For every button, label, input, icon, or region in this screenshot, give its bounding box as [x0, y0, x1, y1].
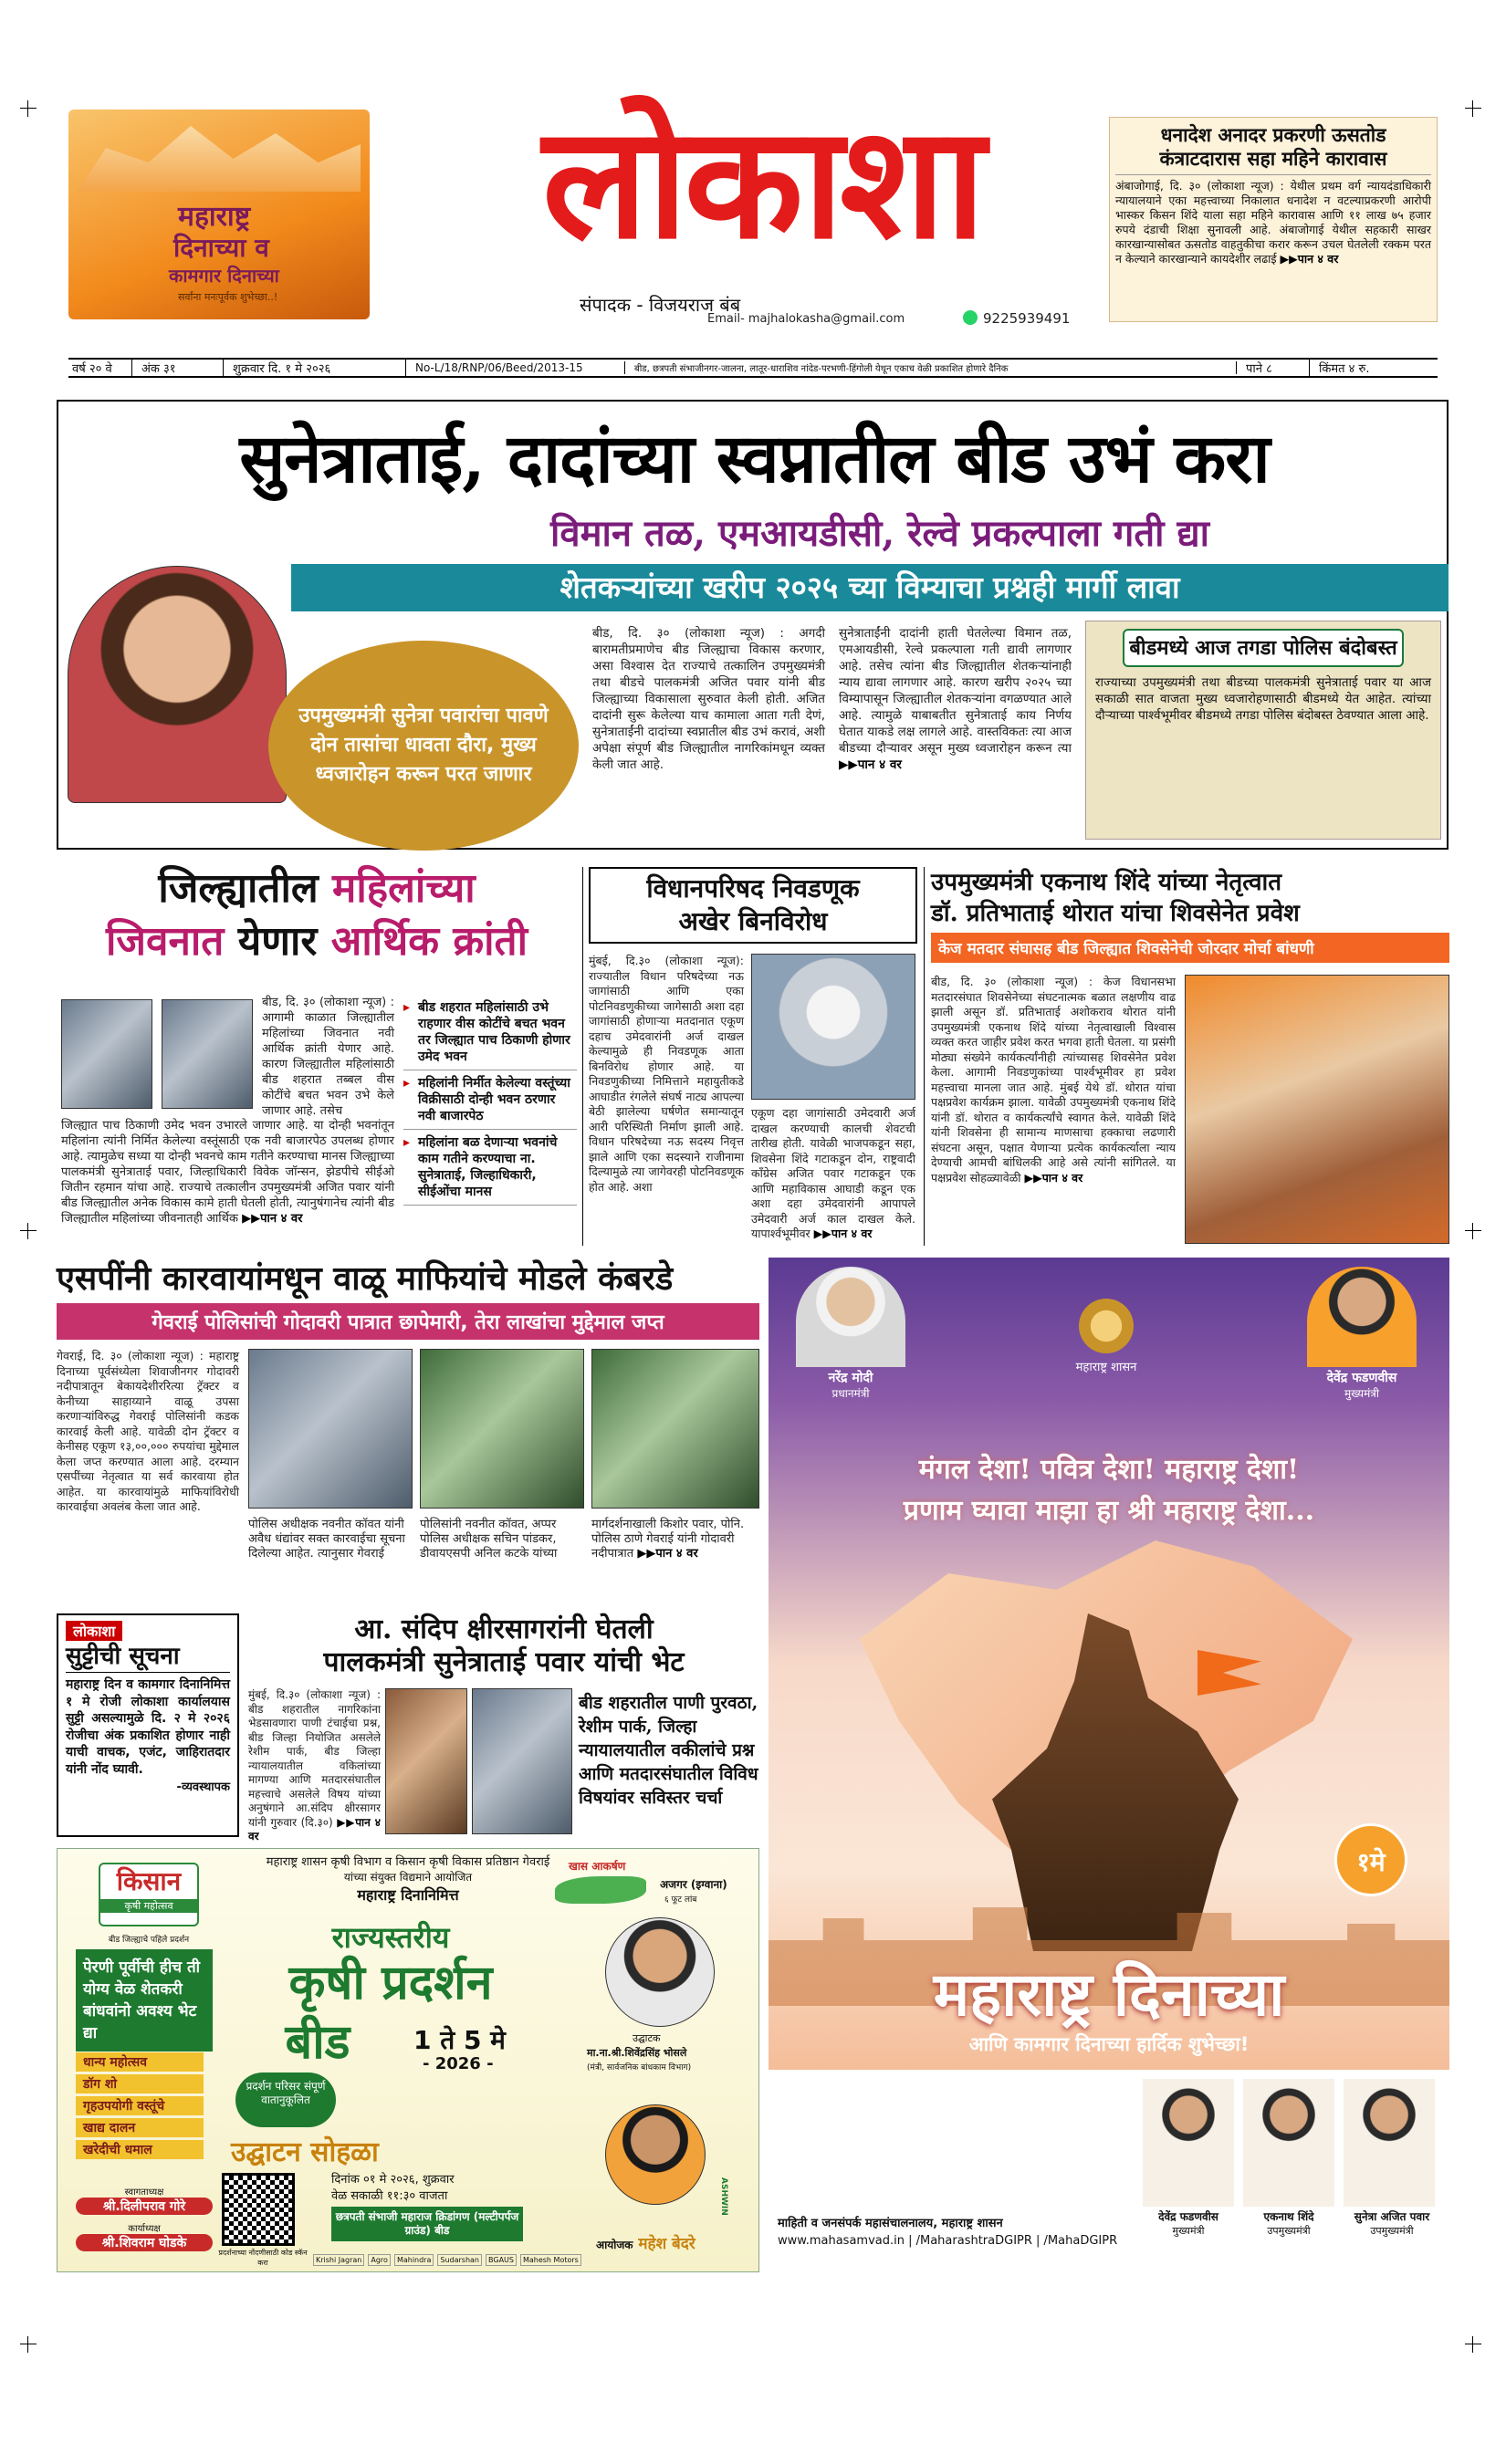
date-badge: १मे [1334, 1823, 1407, 1896]
expo-title-3: बीड [285, 2014, 350, 2070]
bottom-leader-name: देवेंद्र फडणवीस [1158, 2210, 1218, 2223]
council-headline-1: विधानपरिषद निवडणूक [646, 873, 860, 903]
ear-headline-2: कंत्राटदारास सहा महिने कारावास [1115, 147, 1431, 175]
lead-callout [268, 641, 579, 851]
lead-column-1: बीड, दि. ३० (लोकाशा न्यूज) : अगदी बारामतीप्रमाणेच बीड जिल्ह्याचा विकास करणार, असा विश्वास देत राज्याचे तत्कालिन उपमुख्यमंत्री तथा बीडचे पालकमंत्री अजित पवार यांनी बीड जिल्ह्याच्या विकासाला सुरुवात केली होती. अजित दादांनी सुरू केलेल्या याच कामाला आता गती देणं, सुनेत्राताईंनी दादांच्या स्वप्नातील बीड उभं करावं, अशी अपेक्षा संपूर्ण बीड जिल्ह्यातील नागरिकांमधून व्यक्त केली जात आहे. [592, 626, 825, 772]
fadnavis-portrait [1307, 1267, 1417, 1367]
caption-1: पोलिस अधीक्षक नवनीत कॉवत यांनी अवैध धंद्यांवर सक्त कारवाईचा सूचना दिलेल्या आहेत. त्यानुसार गेवराई [248, 1518, 405, 1561]
info-bar [68, 358, 1438, 378]
sand-banner: गेवराई पोलिसांची गोदावरी पात्रात छापेमारी, तेरा लाखांचा मुद्देमाल जप्त [57, 1303, 759, 1340]
continued-link[interactable]: ▶▶पान ४ वर [242, 1212, 303, 1226]
meeting-story [248, 1613, 759, 1843]
fort-illustration [78, 119, 361, 192]
qr-label: प्रदर्शनाच्या नोंदणीसाठी कोड स्कॅन करा [218, 2249, 308, 2267]
person-2-name: श्री.शिवराम घोडके [76, 2234, 213, 2251]
footer-dept: माहिती व जनसंपर्क महासंचालनालय, महाराष्ट्र शासन [778, 2217, 1003, 2230]
pet-name: अजगर (इग्वाना) [660, 1878, 727, 1891]
crop-mark [1465, 1223, 1481, 1239]
shinde-banner: केज मतदार संघासह बीड जिल्ह्यात शिवसेनेची जोरदार मोर्चा बांधणी [931, 933, 1449, 963]
seized-vehicles-photo-2 [591, 1349, 759, 1509]
official-photo-1 [61, 999, 152, 1109]
bottom-leader-1 [1134, 2208, 1243, 2238]
expo-ad [57, 1848, 759, 2272]
person-1-name: श्री.दिलीपराव गोरे [76, 2198, 213, 2215]
govt-name: महाराष्ट्र शासन [1075, 1361, 1137, 1374]
sponsor-logo: Sudarshan [437, 2254, 482, 2266]
leader-2-title: मुख्यमंत्री [1344, 1387, 1380, 1400]
ear-body: अंबाजोगाई, दि. ३० (लोकाशा न्यूज) : येथील प्रथम वर्ग न्यायदंडाधिकारी न्यायालयाने एका महत्त्वाच्या निकालात धनादेश न वटल्याप्रकरणी आरोपी भास्कर किसन शिंदे याला सहा महिने कारावास आणि ११ लाख ७५ हजार रुपये दंडाची शिक्षा सुनावली आहे. अंबाजोगाई येथील सहकारी साखर कारखान्यासोबत ऊसतोड वाहतुकीचा करार करून उचल घेतलेली रक्कम परत न केल्याने कारखान्याने कायदेशीर लढाई ▶▶पान ४ वर [1115, 179, 1431, 266]
badge-line-3: कामगार दिनाच्या [169, 265, 279, 287]
induction-photo [1185, 975, 1449, 1244]
phone-icon [963, 310, 978, 325]
meeting-headline-1: आ. संदिप क्षीरसागरांनी घेतली [354, 1613, 654, 1645]
crop-mark [1465, 2336, 1481, 2353]
ear-story [1109, 117, 1438, 322]
shinde-story [931, 867, 1449, 1250]
person-2-label: कार्याध्यक्ष [128, 2224, 161, 2234]
continued-link[interactable]: ▶▶पान ४ वर [1280, 252, 1339, 266]
leader-photo [1344, 2079, 1435, 2207]
modi-portrait [796, 1267, 905, 1367]
continued-link[interactable]: ▶▶पान ४ वर [1024, 1170, 1083, 1185]
continued-link[interactable]: ▶▶पान ४ वर [248, 1815, 381, 1843]
guest-title: (मंत्री, सार्वजनिक बांधकाम विभाग) [587, 2063, 692, 2072]
shinde-headline-2: डॉ. प्रतिभाताई थोरात यांचा शिवसेनेत प्रवेश [931, 900, 1300, 927]
brand-sub: कृषी महोत्सव [100, 1899, 197, 1913]
caption-3: मार्गदर्शनाखाली किशोर पवार, पोनि. पोलिस ठाणे गेवराई यांनी गोदावरी नदीपात्रात ▶▶पान ४ वर [591, 1518, 745, 1561]
continued-link[interactable]: ▶▶पान ४ वर [637, 1547, 698, 1561]
council-headline-box [589, 867, 917, 944]
guest-portrait [605, 1917, 715, 2027]
qr-code[interactable] [222, 2173, 295, 2246]
expo-dates: 1 ते 5 मे [413, 2025, 506, 2055]
issue: अंक ३१ [132, 360, 224, 376]
caption-2: पोलिसांनी नवनीत कॉवत, अप्पर पोलिस अधीक्षक सचिन पांडकर, डीवायएसपी अनिल कटके यांच्या [420, 1518, 558, 1561]
brand: किसान [116, 1866, 182, 1896]
expo-left-panel: पेरणी पूर्वीची हीच ती योग्य वेळ शेतकरी बांधवांनो अवश्य भेट द्या [76, 1949, 213, 2052]
bottom-leader-name: सुनेत्रा अजित पवार [1354, 2210, 1430, 2223]
lead-headline: सुनेत्राताई, दादांच्या स्वप्नातील बीड उभं करा [239, 420, 1270, 498]
crop-mark [20, 1223, 37, 1239]
meeting-highlight: बीड शहरातील पाणी पुरवठा, रेशीम पार्क, जिल्हा न्यायालयातील वकीलांचे प्रश्न आणि मतदारसंघातील विविध विषयांवर सविस्तर चर्चा [579, 1693, 758, 1808]
crop-mark [1465, 100, 1481, 117]
highlight-item: ▸ महिलांनी निर्मीत केलेल्या वस्तूंच्या विक्रीसाठी दोन्ही भवन ठरणार नवी बाजारपेठ [403, 1070, 577, 1130]
expo-title-1: राज्यस्तरीय [331, 1920, 450, 1955]
meeting-headline-2: पालकमंत्री सुनेत्राताई पवार यांची भेट [323, 1646, 685, 1678]
shinde-headline-1: उपमुख्यमंत्री एकनाथ शिंदे यांच्या नेतृत्वात [931, 869, 1282, 896]
notice-sign: -व्यवस्थापक [176, 1780, 230, 1794]
expo-item: धान्य महोत्सव [76, 2052, 204, 2072]
highlight-item: ▸ बीड शहरात महिलांसाठी उभे राहणार वीस कोटींचे बचत भवन तर जिल्ह्यात पाच ठिकाणी होणार उमेद भवन [403, 995, 577, 1070]
police-sidebar [1085, 621, 1441, 840]
person-1 [76, 2185, 213, 2215]
organizer-name: महेश बेदरे [638, 2235, 695, 2253]
bottom-leader-title: उपमुख्यमंत्री [1267, 2225, 1311, 2237]
lead-story [57, 400, 1448, 850]
women-story [57, 862, 577, 1255]
expo-top-1: महाराष्ट्र शासन कृषी विभाग व किसान कृषी विकास प्रतिष्ठान गेवराई [266, 1855, 550, 1869]
expo-top-3: महाराष्ट्र दिनानिमित्त [357, 1886, 459, 1904]
expo-top-2: यांच्या संयुक्त विद्यमाने आयोजित [343, 1871, 473, 1884]
ear-headline-1: धनादेश अनादर प्रकरणी ऊसतोड [1160, 123, 1386, 146]
sponsor-strip [313, 2250, 596, 2269]
council-headline-2: अखेर बिनविरोध [678, 906, 828, 936]
expo-items [76, 2050, 204, 2162]
bottom-leader-name: एकनाथ शिंदे [1263, 2210, 1314, 2223]
continued-link[interactable]: ▶▶पान ४ वर [839, 757, 902, 772]
women-headline-1: जिल्ह्यातील महिलांच्या [158, 865, 476, 912]
organizer-label: आयोजक [596, 2239, 633, 2251]
women-body-top: बीड, दि. ३० (लोकाशा न्यूज) : आगामी काळात जिल्ह्यातील महिलांच्या जिवनात नवी आर्थिक क्रांती येणार आहे. कारण जिल्ह्यातील महिलांसाठी बीड शहरात तब्बल वीस कोटींचे बचत भवन उभे केले जाणार आहे. तसेच [262, 996, 394, 1118]
lead-banner: शेतकऱ्यांच्या खरीप २०२५ च्या विम्याचा प्रश्नही मार्गी लावा [291, 564, 1448, 611]
highlight-item: ▸ महिलांना बळ देणाऱ्या भवनांचे काम गतीने करण्याचा ना. सुनेत्राताई, जिल्हाधिकारी, सीईओंचा मानस [403, 1130, 577, 1206]
sp-portrait [248, 1349, 413, 1509]
volume: वर्ष २० वे [68, 360, 132, 376]
police-headline: बीडमध्ये आज तगडा पोलिस बंदोबस्त [1123, 629, 1404, 667]
sponsor-logo: Mahesh Motors [520, 2254, 581, 2266]
email[interactable]: Email- majhalokasha@gmail.com [707, 312, 905, 326]
official-photo-2 [162, 999, 253, 1109]
person-1-label: स्वागताध्यक्ष [124, 2187, 164, 2198]
expo-item: खाद्य दालन [76, 2118, 204, 2137]
council-column-2: एकूण दहा जागांसाठी उमेदवारी अर्ज दाखल करण्याची कालची शेवटची तारीख होती. यावेळी भाजपकडून सहा, शिवसेना शिंदे गटाकडून दोन, राष्ट्रवादी काँग्रेस अजित पवार गटाकडून एक आणि महाविकास आघाडी कडून एक अशा दहा उमेदवारांनी आपापले उमेदवारी अर्ज काल दाखल केले. यापार्श्वभूमीवर ▶▶पान ४ वर [751, 1106, 915, 1240]
seized-vehicles-photo-1 [420, 1349, 584, 1509]
bottom-leader-title: मुख्यमंत्री [1172, 2225, 1205, 2237]
women-highlights [403, 995, 577, 1206]
ceremony-title: उद्घाटन सोहळा [231, 2136, 379, 2168]
editor-line: संपादक - विजयराज बंब [580, 294, 741, 316]
sponsor-logo: ASHWIN [719, 2177, 728, 2216]
sponsor-logo: Agro [368, 2254, 391, 2266]
column-rule [924, 867, 925, 1246]
organizer [596, 2232, 695, 2253]
lead-subhead: विमान तळ, एमआयडीसी, रेल्वे प्रकल्पाला गती द्या [549, 512, 1210, 555]
expo-year: - 2026 - [423, 2054, 494, 2073]
crop-mark [20, 2336, 37, 2353]
badge-line-2: दिनाच्या व [173, 233, 269, 263]
masthead [68, 91, 1438, 338]
organizer-portrait [605, 2104, 706, 2205]
pages: पाने ८ [1237, 360, 1310, 376]
sand-story [57, 1258, 759, 1604]
continued-link[interactable]: ▶▶पान ४ वर [813, 1227, 873, 1240]
badge-line-4: सर्वांना मनःपूर्वक शुभेच्छा..! [178, 291, 278, 303]
leader-photo [1243, 2079, 1334, 2207]
ceremony-time: वेळ सकाळी ११:३० वाजता [331, 2189, 448, 2203]
iguana-icon [555, 1876, 646, 1904]
notice-title: सुट्टीची सूचना [66, 1641, 230, 1673]
leader-1-name: नरेंद्र मोदी [828, 1371, 873, 1385]
sunetra-pawar-portrait [68, 566, 287, 803]
leader-1-title: प्रधानमंत्री [831, 1387, 870, 1400]
footer-links[interactable]: www.mahasamvad.in | /MaharashtraDGIPR | /MahaDGIPR [778, 2234, 1118, 2248]
crop-mark [20, 100, 37, 117]
venue: छत्रपती संभाजी महाराज क्रिडांगण (मल्टीपर्पज ग्राउंड) बीड [331, 2207, 523, 2241]
phone[interactable]: 9225939491 [983, 310, 1071, 327]
expo-title-2: कृषी प्रदर्शन [288, 1955, 493, 2010]
districts: बीड, छत्रपती संभाजीनगर-जालना, लातूर-धाराशिव नांदेड-परभणी-हिंगोली येथून एकाच वेळी प्रकाशित होणारे दैनिक [625, 361, 1237, 374]
greeting-sub: आणि कामगार दिनाच्या हार्दिक शुभेच्छा! [968, 2033, 1250, 2055]
women-headline-2: जिवनात येणार आर्थिक क्रांती [105, 918, 528, 965]
leader-2-name: देवेंद्र फडणवीस [1326, 1371, 1397, 1385]
holiday-notice [57, 1613, 239, 1837]
council-column-1: मुंबई, दि.३० (लोकाशा न्यूज): राज्यातील विधान परिषदेच्या नऊ जागांसाठी आणि एका पोटनिवडणुकीच्या जागेसाठी अशा दहा जागांसाठी होणाऱ्या मतदानात एकूण दहाच उमेदवारांनी अर्ज दाखल केल्यामुळे ही निवडणूक आता बिनविरोध होणार आहे. या निवडणुकीच्या निमित्ताने महायुतीकडे आघाडीत रंगलेले संघर्ष नाट्य आपल्या बेठी झालेल्या घर्षणेत समान्यातून आरी परिस्थिती निर्माण झाली आहे. विधान परिषदेच्या नऊ सदस्य निवृत्त झाले आणि एका सदस्याने राजीनामा दिल्यामुळे त्या जागेवरही पोटनिवडणूक होत आहे. अशा [589, 954, 744, 1194]
notice-tag: लोकाशा [66, 1621, 122, 1641]
bottom-leader-3 [1334, 2208, 1449, 2238]
expo-ac-badge: प्रदर्शन परिसर संपूर्ण वातानुकूलित [235, 2072, 336, 2127]
govt-ad [769, 1258, 1449, 2272]
emblem-icon [1079, 1299, 1134, 1353]
badge-line-1: महाराष्ट्र [178, 201, 251, 233]
council-story [589, 867, 917, 1246]
maharashtra-day-badge [68, 110, 370, 319]
column-rule [582, 867, 583, 1246]
poem-line-1: मंगल देशा! पवित्र देशा! महाराष्ट्र देशा! [918, 1454, 1300, 1486]
notice-body: महाराष्ट्र दिन व कामगार दिनानिमित्त १ मे रोजी लोकाशा कार्यालयास सुट्टी असल्यामुळे दि. २ मे २०२६ रोजीचा अंक प्रकाशित होणार नाही याची वाचक, एजंट, जाहिरातदार यांनी नोंद घ्यावी. [66, 1677, 230, 1777]
sponsor-logo: Mahindra [394, 2254, 434, 2266]
meeting-body: मुंबई, दि.३० (लोकाशा न्यूज) : बीड शहरातील नागरिकांना भेडसावणारा पाणी टंचाईचा प्रश्न, बीड जिल्हा नियोजित असलेले रेशीम पार्क, बीड जिल्हा न्यायालयातील वकिलांच्या मागण्या आणि मतदारसंघातील महत्त्वाचे असलेले विषय यांच्या अनुषंगाने आ.संदिप क्षीरसागर यांनी गुरुवार (दि.३०) ▶▶पान ४ वर [248, 1688, 381, 1843]
guest-role: उद्घाटक [633, 2032, 661, 2044]
poem-line-2: प्रणाम घ्यावा माझा हा श्री महाराष्ट्र देशा... [903, 1495, 1315, 1527]
price: किंमत ४ रु. [1319, 362, 1370, 376]
sand-body: गेवराई, दि. ३० (लोकाशा न्यूज) : महाराष्ट्र दिनाच्या पूर्वसंध्येला शिवाजीनगर गोदावरी नदीपात्रातून बेकायदेशीररित्या ट्रॅक्टर व केनीच्या साहाय्याने वाळू उपसा करणाऱ्यांविरुद्ध गेवराई पोलिसांनी कडक कारवाई केली आहे. यावेळी दोन ट्रॅक्टर व केनीसह एकूण १३,००,००० रुपयांचा मुद्देमाल केला जप्त करण्यात आला आहे. दरम्यान एसपींच्या नेतृत्वात या सर्व कारवाया होत आहेत. या कारवायांमुळे माफियांविरोधी कारवाईचा अवलंब केला जात आहे. [57, 1349, 239, 1513]
police-body: राज्याच्या उपमुख्यमंत्री तथा बीडच्या पालकमंत्री सुनेत्राताई पवार या आज सकाळी सात वाजता मुख्य ध्वजारोहणासाठी बीडमध्ये येत आहेत. त्यांच्या दौऱ्याच्या पार्श्वभूमीवर बीडमध्ये तगडा पोलिस बंदोबस्त ठेवण्यात आला आहे. [1095, 675, 1431, 723]
ceremony-date: दिनांक ०१ मे २०२६, शुक्रवार [331, 2173, 455, 2187]
lead-column-2: सुनेत्राताईंनी दादांनी हाती घेतलेल्या विमान तळ, एमआयडीसी, रेल्वे प्रकल्पाला गती द्यावी लागणार आहे. तसेच त्यांना बीड जिल्ह्यातील शेतकऱ्यांनाही न्याय द्यावा लागणार आहे. कारण खरीप २०२५ च्या विम्यापासून जिल्ह्यातील शेतकऱ्यांना वगळण्यात आले आहे. त्यामुळे याबाबतीत सुनेत्राताई काय निर्णय घेतात याकडे लक्ष लागले आहे. वास्तविकतः त्या आज बीडच्या दौऱ्यावर असून मुख्य ध्वजारोहन करून त्या ▶▶पान ४ वर [839, 626, 1072, 772]
vidhan-bhavan-photo [751, 954, 915, 1100]
registration: No-L/18/RNP/06/Beed/2013-15 [406, 361, 625, 374]
meeting-photo-1 [385, 1688, 467, 1834]
callout-text: उपमुख्यमंत्री सुनेत्रा पवारांचा पावणे दोन तासांचा धावता दौरा, मुख्य ध्वजारोहन करून परत जाणार [298, 705, 549, 786]
sponsor-logo: BGAUS [486, 2254, 517, 2266]
bottom-leader-title: उपमुख्यमंत्री [1370, 2225, 1414, 2237]
sponsor-logo: Krishi Jagran [313, 2254, 364, 2266]
expo-item: डॉग शो [76, 2074, 204, 2093]
kisan-logo [99, 1863, 199, 1926]
meeting-photo-2 [472, 1688, 572, 1834]
shinde-body: बीड, दि. ३० (लोकाशा न्यूज) : केज विधानसभा मतदारसंघात शिवसेनेच्या संघटनात्मक बळात लक्षणीय वाढ झाली असून डॉ. प्रतिभाताई अशोकराव थोरात यांनी उपमुख्यमंत्री एकनाथ शिंदे यांच्या नेतृत्वाखाली विश्वास व्यक्त करत जाहीर प्रवेश करत भगवा हाती घेतला. या प्रसंगी मोठ्या संख्येने कार्यकर्त्यांनीही त्यांच्यासह शिवसेनेत प्रवेश केला. आगामी निवडणुकांच्या पार्श्वभूमीवर हा प्रवेश महत्त्वाचा मानला जात आहे. मुंबई येथे डॉ. थोरात यांचा पक्षप्रवेश कार्यक्रम झाला. यावेळी उपमुख्यमंत्री एकनाथ शिंदे यांनी डॉ. थोरात व कार्यकर्त्यांचे स्वागत केले. यावेळी शिंदे यांनी शिवसेना ही सामान्य माणसाचा हक्काचा लढणारी संघटना असून, पक्षात येणाऱ्या प्रत्येक कार्यकर्त्याला न्याय देण्याची आमची बांधिलकी आहे असे त्यांनी सांगितले. या पक्षप्रवेश सोहळ्यावेळी ▶▶पान ४ वर [931, 975, 1176, 1185]
brand-tag: बीड जिल्ह्याचे पहिले प्रदर्शन [108, 1936, 190, 1945]
attraction-label: खास आकर्षण [569, 1860, 626, 1873]
date: शुक्रवार दि. १ मे २०२६ [224, 360, 406, 376]
person-2 [76, 2221, 213, 2251]
expo-item: खरेदीची धमाल [76, 2140, 204, 2159]
guest-name: मा.ना.श्री.शिवेंद्रसिंह भोसले [587, 2047, 687, 2059]
bottom-leader-2 [1234, 2208, 1344, 2238]
pet-sub: ६ फूट लांब [664, 1895, 697, 1905]
newspaper-title: लोकाशा [542, 91, 982, 274]
greeting: महाराष्ट्र दिनाच्या [933, 1958, 1285, 2030]
women-body-bottom: जिल्ह्यात पाच ठिकाणी उमेद भवन उभारले जाणार आहे. या दोन्ही भवनांतून महिलांना त्यांनी निर्मित केलेल्या वस्तूंसाठी एक नवी बाजारपेठ उपलब्ध होणार आहे. त्यामुळेच सध्या या दोन्ही भवनचे काम गतीने करण्याचा मानस जिल्ह्याच्या पालकमंत्री सुनेत्राताई पवार, जिल्हाधिकारी विवेक जॉन्सन, झेडपीचे सीईओ जितीन रहमान यांचा आहे. राज्याचे तत्कालीन उपमुख्यमंत्री अजित पवार यांनी बीड जिल्ह्यातील अनेक विकास कामे हाती घेतली होती, त्यानुषंगानेच त्यांनी बीड जिल्ह्यातील महिलांच्या जीवनातही आर्थिक ▶▶पान ४ वर [61, 1119, 394, 1226]
sand-headline: एसपींनी कारवायांमधून वाळू माफियांचे मोडले कंबरडे [57, 1259, 674, 1298]
expo-item: गृहउपयोगी वस्तूंचे [76, 2096, 204, 2115]
leader-photo [1143, 2079, 1234, 2207]
govt-bottom-strip [769, 2070, 1449, 2272]
